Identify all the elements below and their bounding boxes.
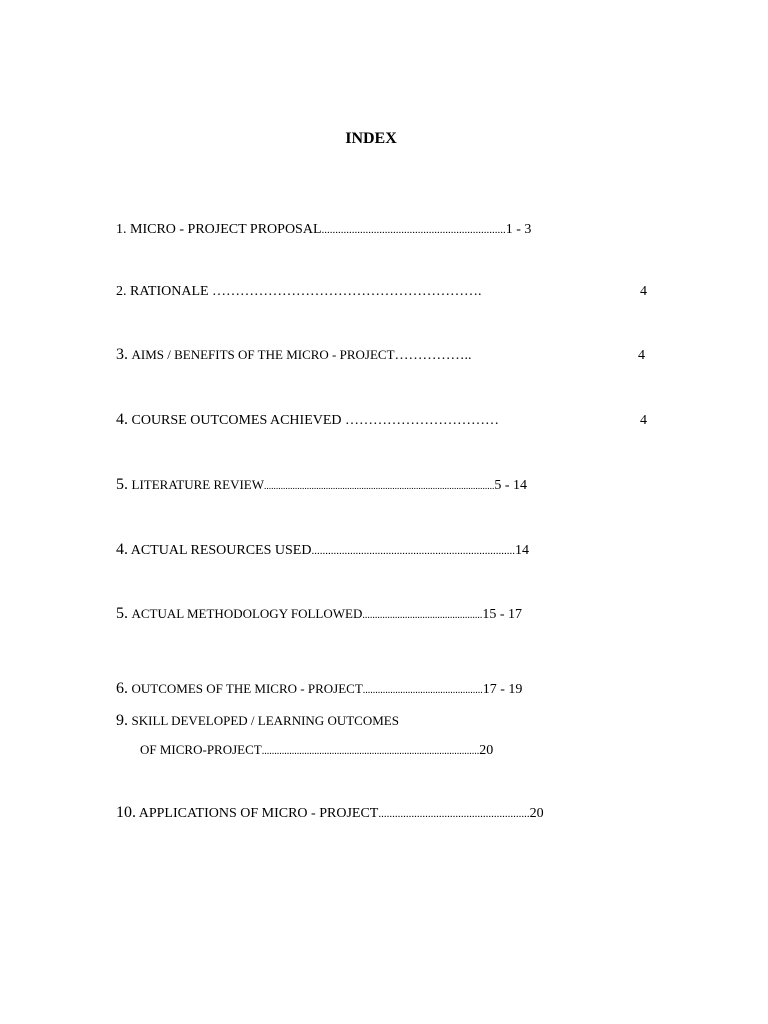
index-entry-1 bbox=[116, 222, 531, 238]
entry-pages: 20 bbox=[479, 743, 494, 758]
entry-pages-3: 4 bbox=[638, 348, 645, 363]
entry-number: 2. bbox=[116, 284, 127, 299]
index-entry-4 bbox=[116, 411, 499, 429]
entry-text: OUTCOMES OF THE MICRO - PROJECT bbox=[131, 681, 363, 696]
entry-number: 6. bbox=[116, 680, 128, 697]
entry-number: 10. bbox=[116, 804, 136, 821]
entry-pages-2: 4 bbox=[640, 284, 647, 299]
index-title: INDEX bbox=[345, 130, 397, 147]
entry-number: 4. bbox=[116, 411, 128, 428]
entry-leader-dots: ................................................................... bbox=[321, 224, 506, 236]
entry-number: 4. bbox=[116, 541, 128, 558]
entry-leader-dots: ................................................ bbox=[362, 685, 483, 696]
entry-number: 1. bbox=[116, 222, 127, 237]
entry-leader-dots: …………….. bbox=[394, 348, 472, 363]
index-entry-7 bbox=[116, 605, 522, 623]
entry-pages: 5 - 14 bbox=[494, 478, 528, 493]
entry-text-continued: OF MICRO-PROJECT bbox=[140, 742, 262, 757]
entry-pages: 20 bbox=[529, 806, 544, 821]
entry-leader-dots: ....................................................... bbox=[378, 808, 530, 820]
entry-text: COURSE OUTCOMES ACHIEVED bbox=[131, 413, 342, 428]
entry-leader-dots: .......................................................................... bbox=[311, 545, 515, 557]
entry-number: 5. bbox=[116, 605, 128, 622]
entry-pages: 1 - 3 bbox=[505, 222, 532, 237]
entry-pages: 14 bbox=[514, 543, 529, 558]
entry-number: 5. bbox=[116, 476, 128, 493]
index-entry-9-continuation bbox=[140, 742, 493, 759]
index-entry-2 bbox=[116, 284, 482, 300]
entry-text: ACTUAL RESOURCES USED bbox=[130, 543, 312, 558]
entry-text: MICRO - PROJECT PROPOSAL bbox=[130, 222, 322, 237]
entry-text: SKILL DEVELOPED / LEARNING OUTCOMES bbox=[131, 713, 399, 728]
entry-text: ACTUAL METHODOLOGY FOLLOWED bbox=[131, 606, 363, 621]
entry-pages: 15 - 17 bbox=[482, 607, 523, 622]
entry-text: LITERATURE REVIEW bbox=[131, 477, 265, 492]
entry-text: APPLICATIONS OF MICRO - PROJECT bbox=[138, 806, 379, 821]
entry-pages-4: 4 bbox=[640, 413, 647, 428]
entry-leader-dots: …………………………… bbox=[345, 413, 500, 428]
entry-number: 3. bbox=[116, 346, 128, 363]
entry-pages: 17 - 19 bbox=[482, 682, 523, 697]
entry-text: RATIONALE bbox=[130, 284, 209, 299]
index-entry-3 bbox=[116, 346, 472, 364]
index-entry-5 bbox=[116, 476, 527, 494]
entry-leader-dots: …………………………………………………. bbox=[212, 284, 482, 299]
index-entry-10 bbox=[116, 804, 544, 822]
entry-text: AIMS / BENEFITS OF THE MICRO - PROJECT bbox=[131, 347, 395, 362]
index-entry-6 bbox=[116, 541, 529, 559]
entry-number: 9. bbox=[116, 712, 128, 729]
index-entry-8 bbox=[116, 680, 522, 698]
entry-leader-dots: ....................................................................................... bbox=[261, 746, 480, 757]
entry-leader-dots: ................................................................................................. bbox=[264, 482, 495, 492]
entry-leader-dots: ................................................ bbox=[362, 610, 483, 621]
index-entry-9 bbox=[116, 712, 399, 730]
